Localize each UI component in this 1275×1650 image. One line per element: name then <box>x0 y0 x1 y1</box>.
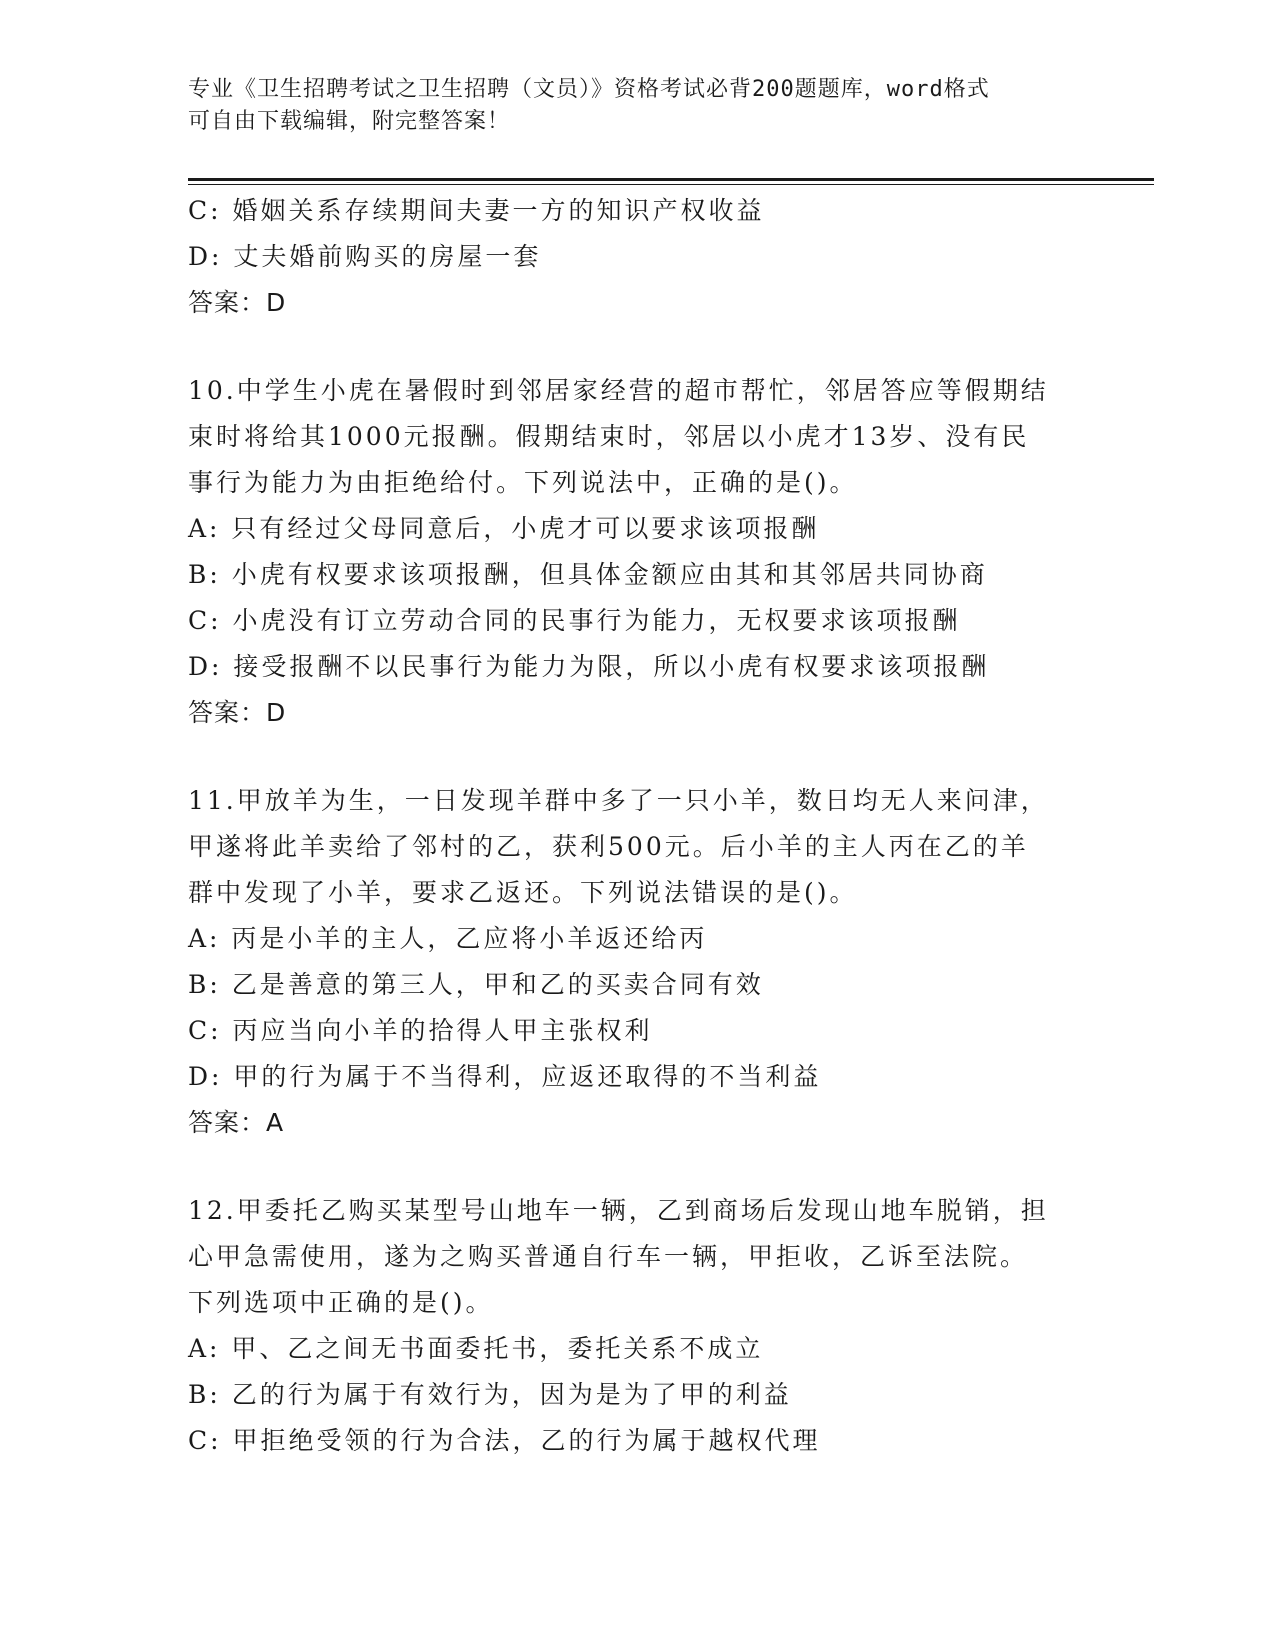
question-spacer <box>188 736 1088 778</box>
question-9-tail <box>188 188 1088 326</box>
question-10 <box>188 368 1088 736</box>
q10-stem-line-1: 10.中学生小虎在暑假时到邻居家经营的超市帮忙，邻居答应等假期结 <box>188 376 1049 405</box>
document-header <box>188 74 1088 138</box>
header-title-line-2: 可自由下载编辑，附完整答案！ <box>188 109 511 134</box>
q10-option-c: C: 小虎没有订立劳动合同的民事行为能力，无权要求该项报酬 <box>188 606 961 635</box>
q12-stem-line-2: 心甲急需使用，遂为之购买普通自行车一辆，甲拒收，乙诉至法院。 <box>188 1242 1029 1271</box>
q10-option-a: A: 只有经过父母同意后，小虎才可以要求该项报酬 <box>188 514 820 543</box>
q9-answer: 答案：D <box>188 288 287 317</box>
q11-stem-line-3: 群中发现了小羊，要求乙返还。下列说法错误的是()。 <box>188 878 858 907</box>
q11-stem-line-2: 甲遂将此羊卖给了邻村的乙，获利500元。后小羊的主人丙在乙的羊 <box>188 832 1029 861</box>
q11-stem-line-1: 11.甲放羊为生，一日发现羊群中多了一只小羊，数日均无人来问津， <box>188 786 1049 815</box>
q10-stem-line-3: 事行为能力为由拒绝给付。下列说法中，正确的是()。 <box>188 468 858 497</box>
header-title-line-1: 专业《卫生招聘考试之卫生招聘（文员）》资格考试必背200题题库，word格式 <box>188 77 990 102</box>
question-list <box>188 188 1088 1464</box>
q12-stem-line-1: 12.甲委托乙购买某型号山地车一辆，乙到商场后发现山地车脱销，担 <box>188 1196 1049 1225</box>
q10-stem-line-2: 束时将给其1000元报酬。假期结束时，邻居以小虎才13岁、没有民 <box>188 422 1030 451</box>
q11-answer: 答案：A <box>188 1108 285 1137</box>
q11-option-d: D: 甲的行为属于不当得利，应返还取得的不当利益 <box>188 1062 822 1091</box>
question-spacer <box>188 1146 1088 1188</box>
q11-option-a: A: 丙是小羊的主人，乙应将小羊返还给丙 <box>188 924 708 953</box>
q12-option-c: C: 甲拒绝受领的行为合法，乙的行为属于越权代理 <box>188 1426 821 1455</box>
q12-option-b: B: 乙的行为属于有效行为，因为是为了甲的利益 <box>188 1380 792 1409</box>
q11-option-c: C: 丙应当向小羊的拾得人甲主张权利 <box>188 1016 653 1045</box>
header-divider-thick <box>188 178 1154 181</box>
q10-answer: 答案：D <box>188 698 287 727</box>
q10-option-d: D: 接受报酬不以民事行为能力为限，所以小虎有权要求该项报酬 <box>188 652 990 681</box>
q12-stem-line-3: 下列选项中正确的是()。 <box>188 1288 494 1317</box>
header-divider-thin <box>188 184 1154 185</box>
question-11 <box>188 778 1088 1146</box>
question-12 <box>188 1188 1088 1464</box>
question-spacer <box>188 326 1088 368</box>
q11-option-b: B: 乙是善意的第三人，甲和乙的买卖合同有效 <box>188 970 764 999</box>
q10-option-b: B: 小虎有权要求该项报酬，但具体金额应由其和其邻居共同协商 <box>188 560 988 589</box>
q12-option-a: A: 甲、乙之间无书面委托书，委托关系不成立 <box>188 1334 764 1363</box>
q9-option-d: D: 丈夫婚前购买的房屋一套 <box>188 242 542 271</box>
q9-option-c: C: 婚姻关系存续期间夫妻一方的知识产权收益 <box>188 196 765 225</box>
